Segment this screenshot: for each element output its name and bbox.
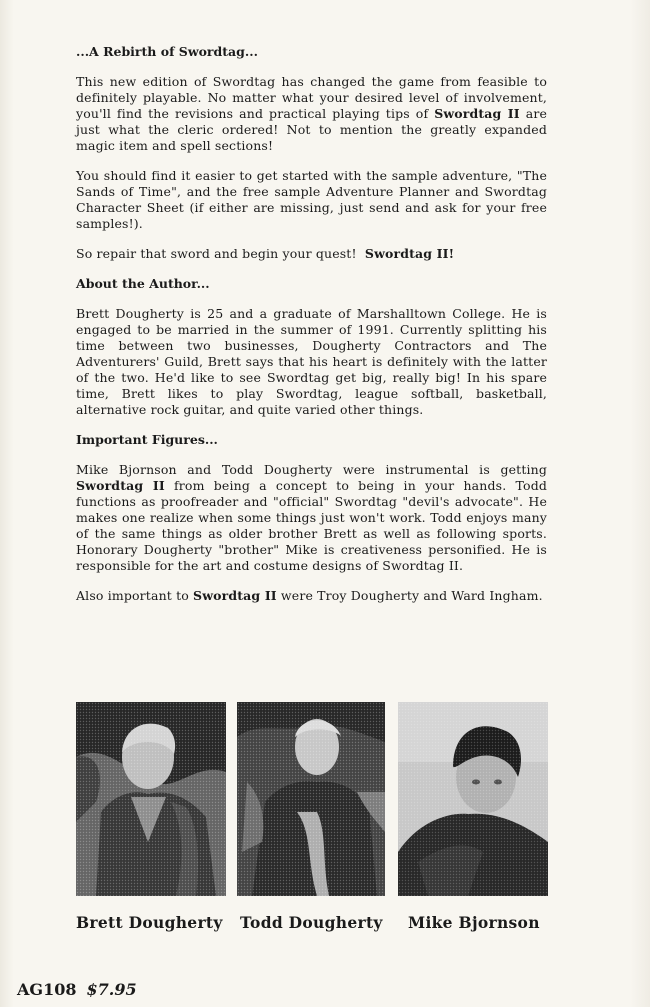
photo-todd-dougherty — [237, 702, 385, 896]
rebirth-p1-title: Swordtag II — [434, 106, 520, 121]
rebirth-p3-title: Swordtag II! — [364, 246, 455, 261]
caption-mike-bjornson: Mike Bjornson — [408, 913, 540, 932]
figures-p1-title: Swordtag II — [76, 478, 165, 493]
rebirth-p1-text-a: This new edition of Swordtag has changed the game from feasible to definitely playable. No matter what your desired level of involvement, you'll find the revisions and practical playing tips of — [76, 74, 547, 121]
footer — [17, 980, 137, 999]
caption-todd-dougherty: Todd Dougherty — [240, 913, 383, 932]
photo-row — [76, 702, 548, 898]
figures-heading: Important Figures... — [76, 432, 218, 447]
figures-p1-text-c: from being a concept to being in your hands. Todd functions as proofreader and "official" Swordtag "devil's advocate". He makes one realize when some things just won't work. Todd enjoys many of the same things as older brother Brett as well as following sports. Honorary Dougherty "brother" Mike is creativeness personified. He is responsible for the art and costume designs of Swordtag II. — [76, 478, 547, 573]
rebirth-heading: ...A Rebirth of Swordtag... — [76, 44, 258, 59]
figures-p1-text-a: Mike Bjornson and Todd Dougherty were instrumental is getting — [76, 462, 547, 477]
photo-brett-dougherty — [76, 702, 226, 896]
text-column — [76, 44, 547, 618]
product-code: AG108 — [17, 980, 77, 999]
figures-p2-title: Swordtag II — [193, 588, 277, 603]
rebirth-p3-text: So repair that sword and begin your quest! — [76, 246, 365, 261]
author-heading: About the Author... — [76, 276, 210, 291]
figures-paragraph-2 — [76, 588, 547, 604]
author-paragraph: Brett Dougherty is 25 and a graduate of Marshalltown College. He is engaged to be married in the summer of 1991. Currently splitting his time between two businesses, Dougherty Contractors and The Adventurers' Guild, Brett says that his heart is definitely with the latter of the two. He'd like to see Swordtag get big, really big! In his spare time, Brett likes to play Swordtag, league softball, basketball, alternative rock guitar, and quite varied other things. — [76, 306, 547, 417]
price: $7.95 — [86, 980, 137, 999]
photo-captions — [76, 913, 556, 939]
caption-brett-dougherty: Brett Dougherty — [76, 913, 223, 932]
rebirth-paragraph-1 — [76, 74, 547, 154]
photo-mike-bjornson — [398, 702, 548, 896]
figures-p2-text-c: were Troy Dougherty and Ward Ingham. — [276, 588, 543, 603]
figures-paragraph-1 — [76, 462, 547, 574]
rebirth-paragraph-2: You should find it easier to get started with the sample adventure, "The Sands of Time", and the free sample Adventure Planner and Swordtag Character Sheet (if either are missing, just send and ask for your free samples!). — [76, 168, 547, 231]
figures-p2-text-a: Also important to — [76, 588, 194, 603]
rebirth-paragraph-3 — [76, 246, 547, 262]
rebirth-p1-text-c: are just what the cleric ordered! Not to mention the greatly expanded magic item and spell sections! — [76, 106, 548, 153]
